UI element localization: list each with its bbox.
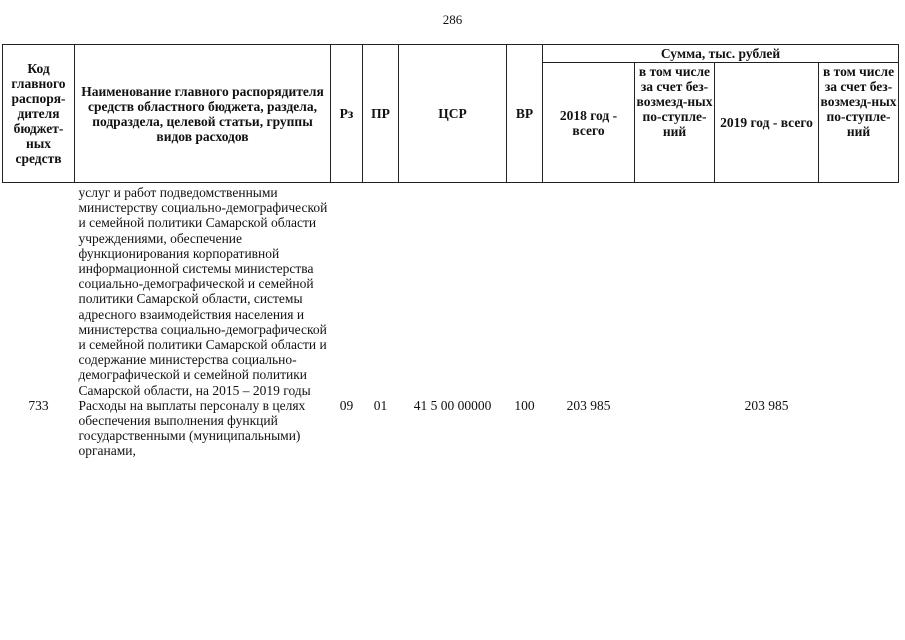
table-row bbox=[3, 398, 899, 459]
header-pr: ПР bbox=[363, 45, 399, 183]
header-2019-free: в том числе за счет без-возмезд-ных по-ступле-ний bbox=[819, 63, 899, 183]
row-2019: 203 985 bbox=[744, 397, 789, 413]
header-sum: Сумма, тыс. рублей bbox=[543, 45, 899, 63]
row-csr: 41 5 00 00000 bbox=[413, 397, 492, 413]
header-code: Код главного распоря-дителя бюджет-ных средств bbox=[3, 45, 75, 183]
row-code bbox=[3, 183, 75, 398]
row-2019-free bbox=[819, 183, 899, 398]
row-2018 bbox=[543, 183, 635, 398]
row-2019 bbox=[715, 183, 819, 398]
row-2018-free bbox=[635, 183, 715, 398]
row-vr: 100 bbox=[514, 397, 535, 413]
budget-table bbox=[2, 44, 899, 459]
row-description: Расходы на выплаты персоналу в целях обеспечения выполнения функций государственными (муниципальными) органами, bbox=[78, 397, 306, 459]
header-vr: ВР bbox=[507, 45, 543, 183]
page-number: 286 bbox=[442, 12, 463, 27]
table-row bbox=[3, 183, 899, 398]
row-pr bbox=[363, 183, 399, 398]
row-rz bbox=[331, 183, 363, 398]
row-2018: 203 985 bbox=[566, 397, 611, 413]
header-name: Наименование главного распорядителя средств областного бюджета, раздела, подраздела, целевой статьи, группы видов расходов bbox=[75, 45, 331, 183]
row-code: 733 bbox=[28, 397, 49, 413]
header-2018-free: в том числе за счет без-возмезд-ных по-ступле-ний bbox=[635, 63, 715, 183]
row-description: услуг и работ подведомственными министерству социально-демографической и семейной политики Самарской области учреждениями, обеспечение функционирования корпоративной информационной системы министерства социально-демографической и семейной политики Самарской области, системы адресного взаимодействия населения и министерства социально-демографической и семейной политики Самарской области и содержание министерства социально-демографической и семейной политики Самарской области, на 2015 – 2019 годы bbox=[78, 185, 328, 398]
row-vr bbox=[507, 183, 543, 398]
header-2019-total: 2019 год - всего bbox=[715, 63, 819, 183]
header-2018-total: 2018 год - всего bbox=[543, 63, 635, 183]
row-pr: 01 bbox=[373, 397, 388, 413]
row-rz: 09 bbox=[339, 397, 354, 413]
header-rz: Рз bbox=[331, 45, 363, 183]
row-csr bbox=[399, 183, 507, 398]
header-csr: ЦСР bbox=[399, 45, 507, 183]
row-2019-free bbox=[819, 398, 899, 459]
row-2018-free bbox=[635, 398, 715, 459]
